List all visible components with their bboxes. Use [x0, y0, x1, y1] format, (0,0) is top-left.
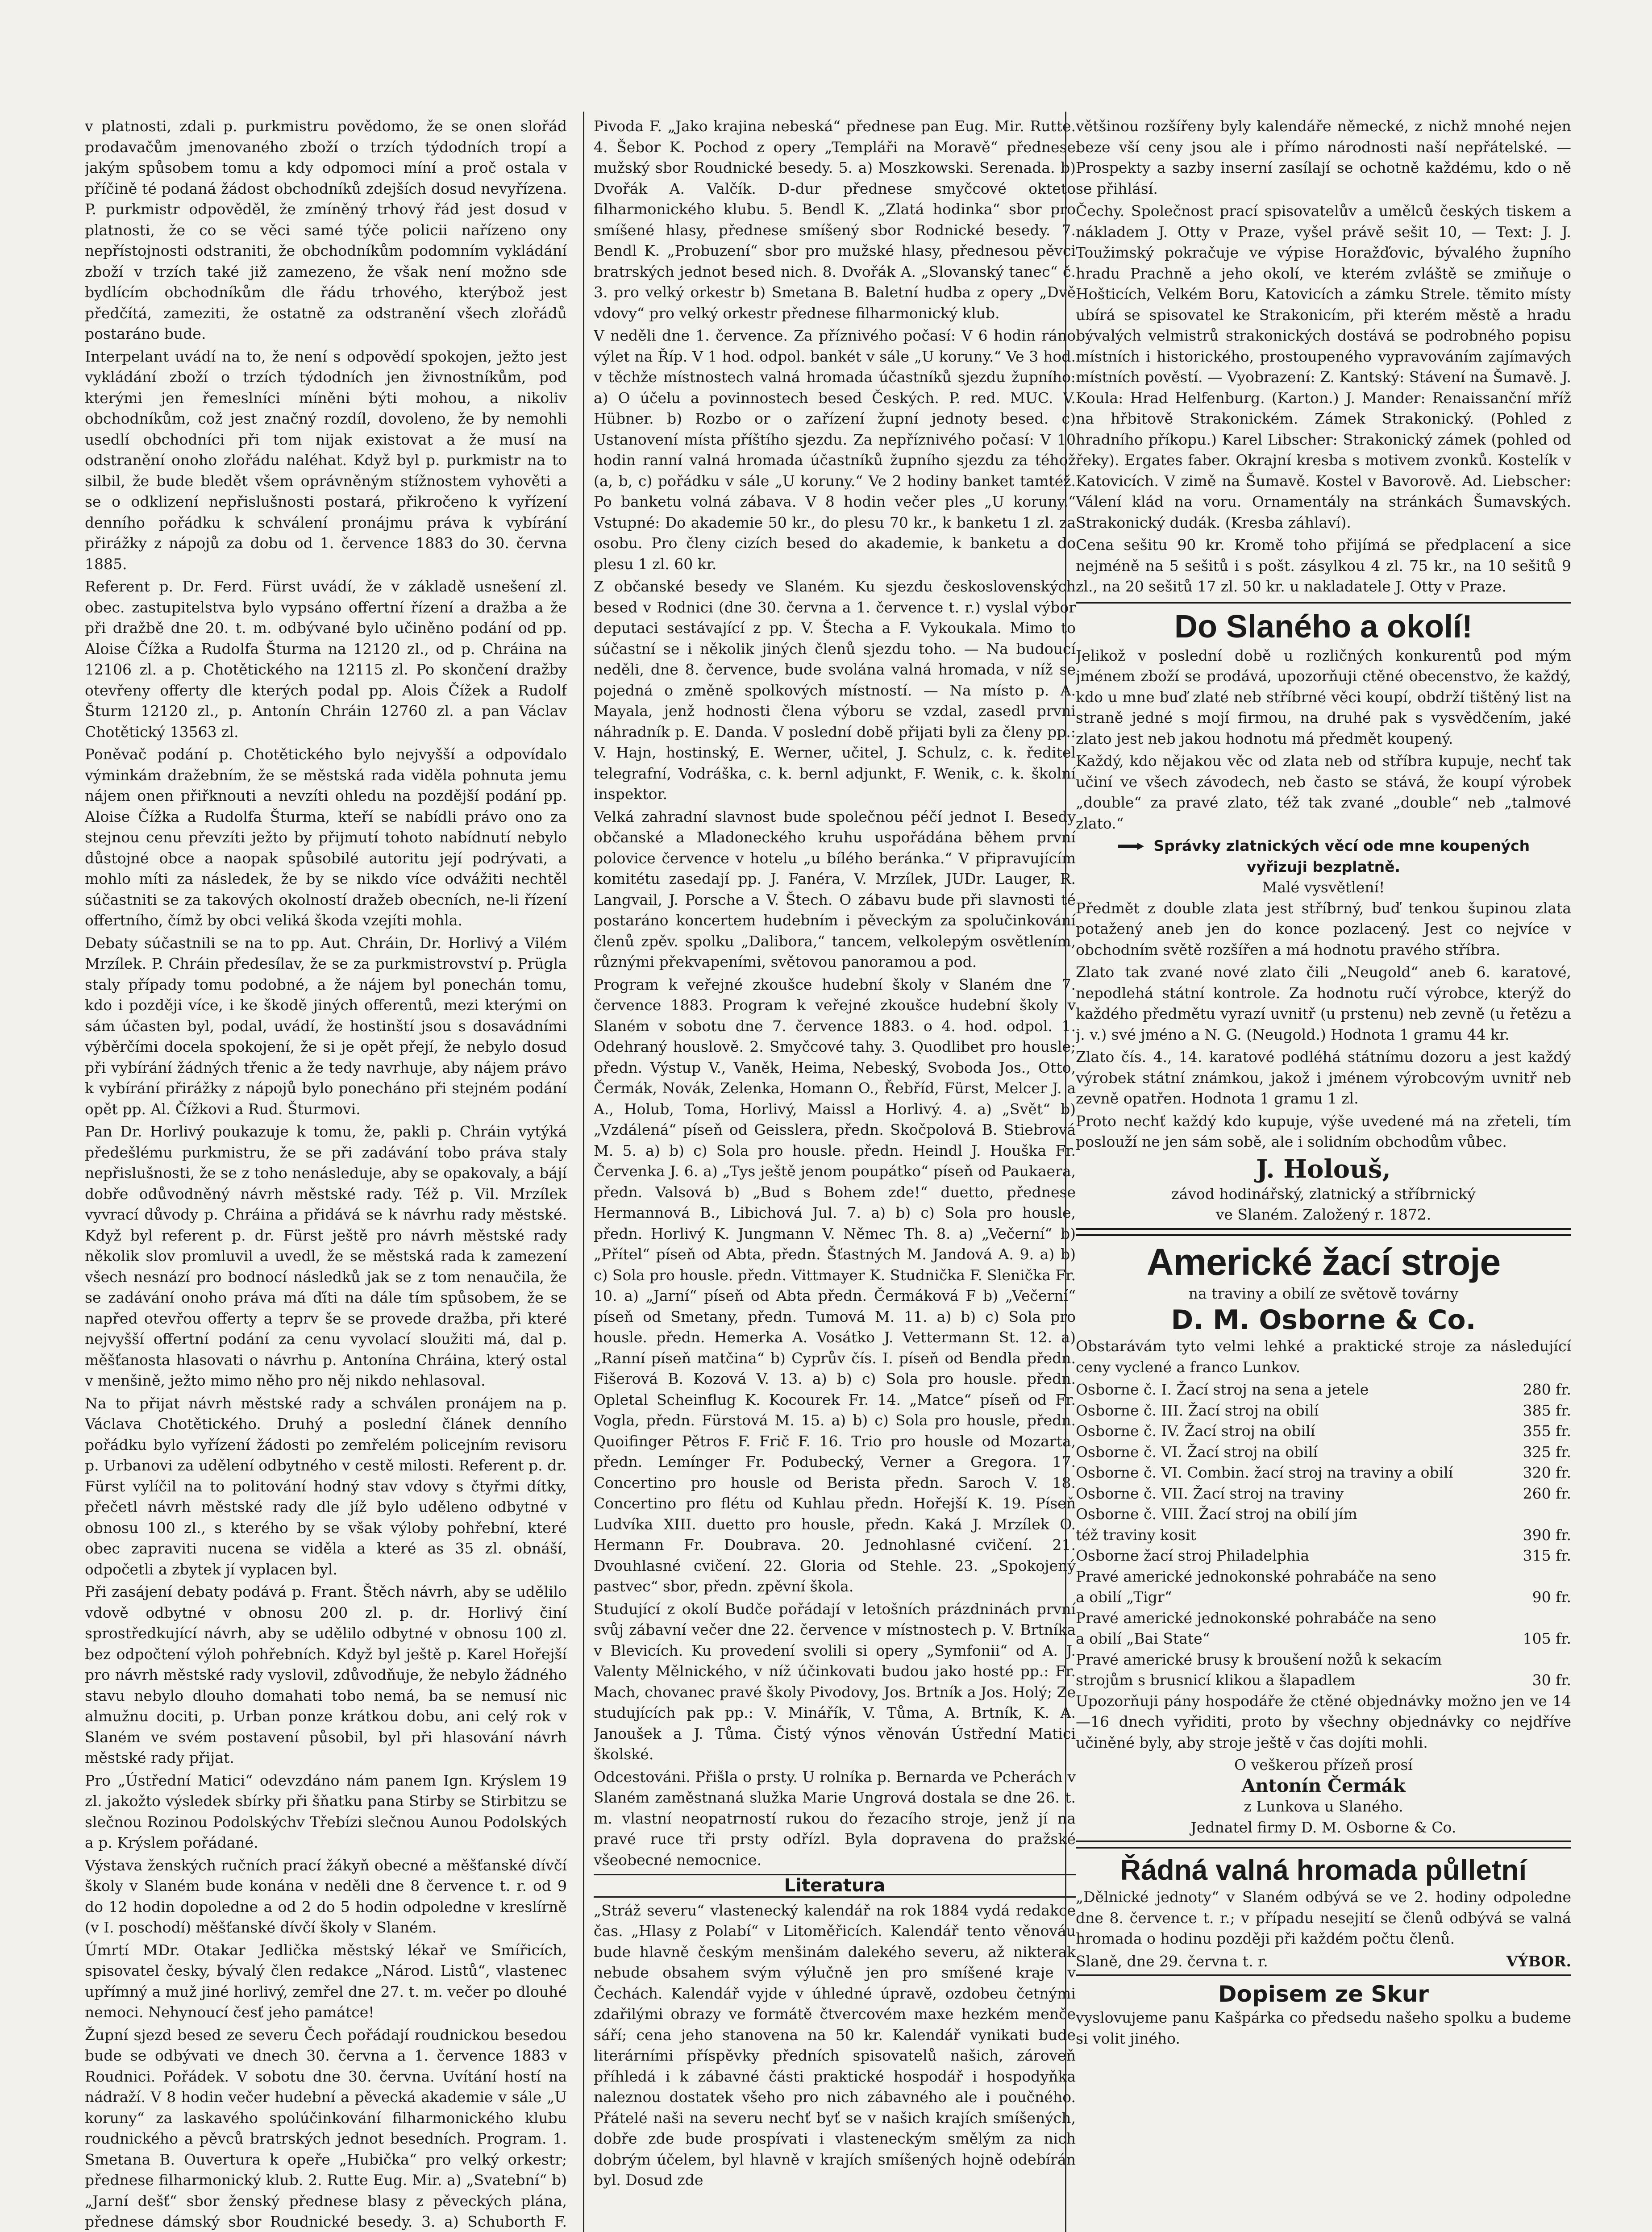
price-row	[1076, 1566, 1571, 1587]
price-row	[1076, 1483, 1571, 1504]
ad-osborne-closing: O veškerou přízeň prosí	[1234, 1756, 1413, 1774]
col1-para: Interpelant uvádí na to, že není s odpovědí spokojen, ježto jest vykládání zboží o trzích týdodních jen živnostníkům, pod kterými jen řemeslníci míněni býti mohou, a nikoliv obchodníkům, což jest značný rozdíl, dovoleno, že by nemohli usedlí obchodníci při tom nijak existovat a že musí na odstranění onoho zlořádu naléhat. Když byl p. purkmistr na to silbil, že bude bledět všem oprávněným stížnostem vyhověti a se o odklizení nepřislušnosti postará, přikročeno k vyřízení denního pořádku k schválení pronájmu práva k vybírání přirážky z nápojů za dobu od 1. července 1883 do 30. června 1885.	[85, 347, 567, 573]
price-item-name: Osborne č. I. Žací stroj na sena a jetele	[1076, 1381, 1369, 1398]
ad-valna-hromada-body: „Dělnické jednoty“ v Slaném odbývá se ve 2. hodiny odpoledne dne 8. července t. r.; v případu nesejití se členů odbývá se valná hromada o hodinu později při každém počtu členů.	[1076, 1888, 1571, 1947]
ad-osborne-firm: D. M. Osborne & Co.	[1171, 1304, 1476, 1336]
col2-para: Program k veřejné zkoušce hudební školy v Slaném dne 7. července 1883. Program k veřejné zkoušce hudební školy v Slaném v sobotu dne 7. července 1883. o 4. hod. odpol. 1. Odehraný houslově. 2. Smyčcové tahy. 3. Quodlibet pro housle; předn. Výstup V., Vaněk, Heima, Nebeský, Svoboda Jos., Otto, Čermák, Novák, Zelenka, Homann O., Řebříd, Fürst, Melcer J. a A., Holub, Toma, Horlivý, Maissl a Horlivý. 4. a) „Svět“ b) „Vzdálená“ píseň od Geisslera, předn. Skočpolová B. Stiebrová M. 5. a) b) c) Sola pro housle. předn. Heindl J. Houška Fr. Červenka J. 6. a) „Tys ještě jenom poupátko“ píseň od Paukaera, předn. Valsová b) „Bud s Bohem zde!“ duetto, přednese Hermannová B., Libichová Jul. 7. a) b) c) Sola pro housle, předn. Horlivý K. Jungmann V. Němec Th. 8. a) „Večerní“ b) „Přítel“ píseň od Abta, předn. Šťastných M. Jandová A. 9. a) b) c) Sola pro housle. předn. Vittmayer K. Studnička F. Slenička Fr. 10. a) „Jarní“ píseň od Abta předn. Čermáková F b) „Večerní“ píseň od Smetany, předn. Tumová M. 11. a) b) c) Sola pro housle. předn. Hemerka A. Vosátko J. Vettermann St. 12. a) „Ranní píseň matčina“ b) Cyprův čís. I. píseň od Bendla předn. Fišerová B. Kozová V. 13. a) b) c) Sola pro housle. předn. Opletal Scheinflug K. Kocourek Fr. 14. „Matce“ píseň od Fr. Vogla, předn. Fürstová M. 15. a) b) c) Sola pro housle, předn. Quoifinger Pětros F. Frič F. 16. Trio pro housle od Mozarta, předn. Lemínger Fr. Podubecký, Verner a Gregora. 17. Concertino pro housle od Berista předn. Saroch V. 18. Concertino pro flétu od Kuhlau předn. Hořejší K. 19. Píseň Ludvíka XIII. duetto pro housle, předn. Kaká J. Mrzílek O. Hermann Fr. Doubrava. 20. Jednohlasné cvičení. 21. Dvouhlasné cvičení. 22. Gloria od Stehle. 23. „Spokojený pastvec“ sbor, předn. zpěvní škola.	[594, 975, 1076, 1595]
ad-holous-title: Do Slaného a okolí!	[1174, 608, 1473, 645]
price-item-name: Osborne č. VI. Combin. žací stroj na traviny a obilí	[1076, 1464, 1453, 1481]
ad-skur-title: Dopisem ze Skur	[1218, 1981, 1429, 2007]
price-row	[1076, 1608, 1571, 1629]
price-row	[1076, 1670, 1571, 1691]
price-item-price: 90 fr.	[1532, 1588, 1571, 1606]
ad-holous-note-title: Malé vysvětlení!	[1262, 879, 1385, 896]
col1-para: Referent p. Dr. Ferd. Fürst uvádí, že v základě usnešení zl. obec. zastupitelstva bylo vypsáno offertní řízení a dražba a že při dražbě dne 20. t. m. odbývané bylo učiněno podání od pp. Aloise Čížka a Rudolfa Šturma na 12120 zl., od p. Chráina na 12106 zl. a p. Chotětického na 12115 zl. Po skončení dražby otevřeny offerty dle kterých podal pp. Alois Čížek a Rudolf Šturm 12120 zl., p. Antonín Chráin 12760 zl. a pan Václav Chotětický 13563 zl.	[85, 578, 567, 741]
col2-para: Z občanské besedy ve Slaném. Ku sjezdu československých besed v Rodnici (dne 30. června a 1. července t. r.) vyslal výbor deputaci sestávající z pp. V. Štecha a F. Vykoukala. Mimo to súčastní se i několik jiných členů sjezdu toho. — Na budoucí neděli, dne 8. července, bude svolána valná hromada, v níž se pojedná o změně spolkových místností. — Na místo p. A. Mayala, jenž hodnosti člena výboru se vzdal, zasedl prvni náhradník p. E. Danda. V poslední době přijati byli za členy pp.: V. Hajn, hostinský, E. Werner, učitel, J. Schulz, c. k. ředitel telegrafní, Vodráška, c. k. bernl adjunkt, F. Wenik, c. k. školní inspektor.	[594, 578, 1076, 803]
price-row	[1076, 1649, 1571, 1670]
ad-holous-note2: Zlato tak zvané nové zlato čili „Neugold“ aneb 6. karatové, nepodlehá státní kontrole. Za hodnotu ručí výrobce, kterýž do každého předmětu vyrazí uvnitř (u prstenu) neb zevně (u řetězu a j. v.) své jméno a N. G. (Neugold.) Hodnota 1 gramu 44 kr.	[1076, 963, 1571, 1043]
price-item-name: Osborne č. IV. Žací stroj na obilí	[1076, 1422, 1315, 1440]
col1-para: Pro „Ústřední Matici“ odevzdáno nám panem Ign. Krýslem 19 zl. jakožto výsledek sbírky při šňatku pana Stirby se Stirbitzu se slečnou Rozinou Podolskýchv Třebízi slečnou Aunou Podolských a p. Krýslem pořádané.	[85, 1771, 567, 1851]
ad-osborne-signature: Antonín Čermák	[1241, 1775, 1406, 1796]
literature-heading: Literatura	[594, 1874, 1076, 1898]
column-rule-1	[583, 112, 584, 2232]
col1-para: Župní sjezd besed ze severu Čech pořádají roudnickou besedou bude se odbývati ve dnech 30. června a 1. července 1883 v Roudnici. Pořádek. V sobotu dne 30. června. Uvítání hostí na nádraží. V 8 hodin večer hudební a pěvecká akademie v sále „U koruny“ za laskavého spolúčinkování filharmonického klubu roudnického a pěvců bratrských jednot besedních. Program. 1. Smetana B. Ouvertura k opeře „Hubička“ pro velký orkestr; přednese filharmonický klub. 2. Rutte Eug. Mir. a) „Svatební“ b) „Jarní dešť“ sbor ženský přednese blasy z pěveckých plána, přednese dámský sbor Roudnické besedy. 3. a) Schuborth F.	[85, 2026, 567, 2230]
price-item-name: Osborne č. VII. Žací stroj na traviny	[1076, 1484, 1344, 1502]
ad-holous-note3: Zlato čís. 4., 14. karatové podléhá státnímu dozoru a jest každý výrobek státní známkou, jakož i jménem výrobcovým uvnitř neb zevně opatřen. Hodnota 1 gramu 1 zl.	[1076, 1048, 1571, 1107]
col3-para: Cena sešitu 90 kr. Kromě toho přijímá se předplacení a sice nejméně na 5 sešitů i s pošt. zásylkou 4 zl. 75 kr., na 10 sešitů 9 zl., na 20 sešitů 17 zl. 50 kr. u nakladatele J. Otty v Praze.	[1076, 536, 1571, 595]
column-3	[1076, 116, 1571, 2232]
ad-holous-body2: Každý, kdo nějakou věc od zlata neb od stříbra kupuje, nechť tak učiní ve všech závodech, neb často se stává, že koupí výrobek „double“ za pravé zlato, též tak zvané „double“ neb „talmové zlato.“	[1076, 752, 1571, 832]
price-item-price: 320 fr.	[1523, 1464, 1571, 1481]
ad-osborne-sig-line2: Jednatel firmy D. M. Osborne & Co.	[1190, 1818, 1456, 1836]
price-row	[1076, 1587, 1571, 1608]
col1-para: Při zasájení debaty podává p. Frant. Štěch návrh, aby se udělilo vdově odbytné v obnosu 200 zl. p. dr. Horlivý činí sprostředkující návrh, aby se udělilo odbytné v obnosu 100 zl. bez odpočtení výloh pohřebních. Když byl ještě p. Karel Hořejší pro návrh městské rady vyslovil, zdůvodňuje, že nebylo žádného stavu nebylo dlouho domahati tobo nemá, ba se nemusí nic almužnu dociti, p. Urban ponze krátkou dobu, ani celý rok v Slaném ve svém postavení působil, byl při hlasování návrh městské rady přijat.	[85, 1583, 567, 1766]
ad-osborne-sig-line1: z Lunkova u Slaného.	[1244, 1798, 1403, 1815]
price-item-price: 355 fr.	[1523, 1422, 1571, 1440]
price-item-price: 315 fr.	[1523, 1547, 1571, 1564]
price-item-price: 325 fr.	[1523, 1443, 1571, 1461]
pointing-hand-icon	[1117, 840, 1148, 854]
ad-holous-repairs-b: vyřizuji bezplatně.	[1246, 858, 1401, 875]
price-item-price: 30 fr.	[1532, 1671, 1571, 1689]
ad-holous-repairs-a: Správky zlatnických věcí ode mne koupených	[1153, 837, 1530, 854]
ad-holous-sig-line1: závod hodinářský, zlatnický a stříbrnický	[1171, 1185, 1476, 1203]
price-row	[1076, 1442, 1571, 1463]
ad-valna-hromada-signer: VÝBOR.	[1506, 1952, 1571, 1970]
price-item-name: Osborne žací stroj Philadelphia	[1076, 1547, 1310, 1564]
col1-para: Debaty súčastnili se na to pp. Aut. Chráin, Dr. Horlivý a Vilém Mrzílek. P. Chráin předesílav, že se za purkmistrovství p. Prügla staly případy tomu podobné, a že nájem byl ponechán tomu, kdo i později více, i ke škodě jiných offerentů, mezi kterými on sám účasten byl, podal, uvádí, že hostinští jsou s dosavádními výběrčími docela spokojení, že si je opět přejí, že nebylo dosud při vybírání žádných třenic a že tedy navrhuje, aby nájem právo k vybírání přirážky z nápojů bylo ponecháno při stejném podání opět pp. Al. Čížkovi a Rud. Šturmovi.	[85, 934, 567, 1118]
price-item-name: též traviny kosit	[1076, 1526, 1196, 1544]
col1-para: Na to přijat návrh městské rady a schválen pronájem na p. Václava Chotětického. Druhý a poslední článek denního pořádku bylo vyřízení žádosti po zemřelém policejním revisoru p. Urbanovi za udělení odbytného v cestě milosti. Referent p. dr. Fürst vylíčil na to politování hodný stav vdovy s čtyřmi dítky, přečetl návrh městské rady dle jíž bylo uděleno odbytné v obnosu 100 zl., s kterého by se však výloby pohřební, které obec zapraviti nucena se viděla a které as 35 zl. obnáší, odpočetli a zbytek jí vyplacen byl.	[85, 1394, 567, 1578]
col3-para: většinou rozšířeny byly kalendáře německé, z nichž mnohé nejen beze vší ceny jsou ale i přímo národnosti naší nepřátelské. — Prospekty a sazby inserní zasílají se ochotně každému, kdo o ně se přihlásí.	[1076, 117, 1571, 197]
col1-para: Výstava ženských ručních prací žákyň obecné a měšťanské dívčí školy v Slaném bude konána v neděli dne 8 července t. r. od 9 do 12 hodin dopoledne a od 2 do 5 hodin odpoledne v kreslírně (v I. poschodí) měšťanské dívčí školy v Slaném.	[85, 1856, 567, 1936]
column-1	[85, 116, 567, 2232]
price-row	[1076, 1400, 1571, 1421]
ad-holous-signature: J. Holouš,	[1256, 1154, 1391, 1184]
price-item-name: a obilí „Tigr“	[1076, 1588, 1172, 1606]
ad-holous-repairs	[1076, 836, 1571, 877]
price-row	[1076, 1525, 1571, 1546]
price-item-name: Pravé americké jednokonské pohrabáče na seno	[1076, 1609, 1436, 1627]
col1-para: Pan Dr. Horlivý poukazuje k tomu, že, pakli p. Chráin vytýká předešlému purkmistru, že se při zadávání tobo práva staly nepřislušnosti, že se z toho nenásleduje, aby se opakovaly, a bájí dobře odůvodněný návrh městské rady. Též p. Vil. Mrzílek vyvrací důvody p. Chráina a přidává se k návrhu rady městské. Když byl referent p. dr. Fürst ještě pro návrh městské rady několik slov promluvil a uvedl, že se městská rada k zamezení všech nesnází pro bodnocí následků jak se z tom nenaučila, že se zadávání onoho práva má ďíti na dále tím spůsobem, že se napřed otevřou offerty a teprv še se provede dražba, při které nejvyšší offertní podání za cenu vyvolací sloužiti má, dal p. měšťanosta hlasovati o návrhu p. Antonína Chráina, který ostal v menšině, ježto mimo něho pro něj nikdo nehlasoval.	[85, 1123, 567, 1389]
ad-holous-body: Jelikož v poslední době u rozličných konkurentů pod mým jménem zboží se prodává, upozorňuji ctěné obecenstvo, že každý, kdo u mne buď zlaté neb stříbrné věci koupí, obdrží tištěný list na straně jedné s mojí firmou, na druhé pak s vysvědčením, jaké zlato jest neb jakou hodnotu má předmět koupený.	[1076, 646, 1571, 747]
ad-holous-sig-line2: ve Slaném. Založený r. 1872.	[1215, 1206, 1431, 1223]
ad-valna-hromada	[1076, 1847, 1571, 1976]
ad-skur-body: vyslovujeme panu Kašpárka co předsedu našeho spolku a budeme si volit jiného.	[1076, 2009, 1571, 2047]
price-item-name: Pravé americké brusy k broušení nožů k sekacím	[1076, 1650, 1442, 1668]
ad-osborne-sub: na traviny a obilí ze světově továrny	[1188, 1284, 1459, 1302]
col2-para: Odcestováni. Přišla o prsty. U rolníka p. Bernarda ve Pcherách v Slaném zaměstnaná služka Marie Ungrová dostala se dne 26. t. m. vlastní neopatrností rukou do řezacího stroje, jenž jí na pravé ruce tři prsty odřízl. Byla dopravena do pražské všeobecné nemocnice.	[594, 1768, 1076, 1869]
col2-para: V neděli dne 1. července. Za příznivého počasí: V 6 hodin ráno výlet na Říp. V 1 hod. odpol. bankét v sále „U koruny.“ Ve 3 hod. v těchže místnostech valná hromada účastníků sjezdu župního: a) O účelu a povinnostech besed Českých. P. red. MUC. V. Hübner. b) Rozbo or o zařízení župní jednoty besed. c) Ustanovení místa příštího sjezdu. Za nepříznivého počasí: V 10 hodin ranní valná hromada účastníků župního sjezdu za téhož (a, b, c) pořádku v sále „U koruny.“ Ve 2 hodiny banket tamtéž. Po banketu volná zábava. V 8 hodin večer ples „U koruny.“ Vstupné: Do akademie 50 kr., do plesu 70 kr., k banketu 1 zl. za osobu. Pro členy cizích besed do akademie, k banketu a do plesu 1 zl. 60 kr.	[594, 327, 1076, 573]
col1-para: Úmrtí MDr. Otakar Jedlička městský lékař ve Smířicích, spisovatel česky, bývalý člen redakce „Národ. Listů“, vlastenec upřímný a muž jiné horlivý, zemřel dne 27. t. m. večer po dlouhé nemoci. Nehynoucí česť jeho památce!	[85, 1941, 567, 2021]
ad-skur	[1076, 1981, 1571, 2049]
ad-holous-note: Předmět z double zlata jest stříbrný, buď tenkou šupinou zlata potažený aneb jen do konce pozlacený. Jest co nejvíce v obchodním světě rozšířen a má hodnotu pravého stříbra.	[1076, 899, 1571, 958]
ad-valna-hromada-footer	[1076, 1951, 1571, 1972]
price-item-name: Osborne č. VIII. Žací stroj na obilí jím	[1076, 1505, 1357, 1523]
price-row	[1076, 1421, 1571, 1442]
price-item-price: 105 fr.	[1523, 1630, 1571, 1647]
price-row	[1076, 1545, 1571, 1566]
col2-para: „Stráž severu“ vlastenecký kalendář na rok 1884 vydá redakce čas. „Hlasy z Polabí“ v Litoměřicích. Kalendář tento věnováu bude hlavně českým menšinám dalekého severu, až nikterak nebude obsahem svým výlučně jen pro smíšené kraje v Čechách. Kalendář vyjde v úhledné úpravě, ozdobeu četnými zdařilými obrazy ve formátě čtvercovém maxe hezkém menče sáří; cena jeho stanovena na 50 kr. Kalendář vynikati bude literárními příspěvky předních spisovatelů našich, zároveň příhledá i k zábavné části praktické hospodář i hospodyňka naleznou dostatek všeho pro nich zábavného ale i poučného. Přátelé naši na severu nechť byť se v našich krajích smíšených, dobře zde bude prospívati i vlasteneckým smělým za nich dobrým účelem, byl hlavně v krajích smíšených hojně odebírán byl. Dosud zde	[594, 1901, 1076, 2189]
price-row	[1076, 1628, 1571, 1649]
col1-para: v platnosti, zdali p. purkmistru povědomo, že se onen slořád prodavačům jmenovaného zboží o trzích týdodních tropí a jakým spůsobem tomu a kdy odpomoci míní a proč ostala v příčině té podaná žádost obchodníků zdejších dosud nevyřízena. P. purkmistr odpověděl, že zmíněný trhový řád jest dosud v platnosti, že co se věci samé týče policii nařízeno ony nepřístojnosti odstraniti, že obchodníkům podomním vykládání zboží v trzích také již zamezeno, že však není možno sde bydlícím obchodníkům dle řádu trhového, kterýbož jest předčítá, zameziti, že ostatně za odstranění všech zlořádů postaráno bude.	[85, 117, 567, 342]
ad-valna-hromada-date: Slaně, dne 29. června t. r.	[1076, 1952, 1268, 1970]
price-item-price: 280 fr.	[1523, 1381, 1571, 1398]
ad-valna-hromada-title: Řádná valná hromada půlletní	[1120, 1854, 1527, 1886]
ad-osborne	[1076, 1234, 1571, 1843]
price-item-name: Pravé americké jednokonské pohrabáče na seno	[1076, 1567, 1436, 1585]
col2-para: Studující z okolí Budče pořádají v letošních prázdninách první svůj zábavní večer dne 22. července v místnostech p. V. Brtníka v Blevicích. Ku provedení svolili si opery „Symfonii“ od A. J. Valenty Mělnického, v níž účinkovati budou jako hosté pp.: Fr. Mach, chovanec pravé školy Pivodovy, Jos. Brtník a Jos. Holý; Ze studujících pak pp.: V. Minářík, V. Tůma, A. Brtník, K. A. Janoušek a J. Tůma. Čistý výnos věnován Ústřední Matici školské.	[594, 1600, 1076, 1763]
ad-holous-note4: Proto nechť každý kdo kupuje, výše uvedené má na zřeteli, tím poslouží ne jen sám sobě, ale i solidním obchodům vůbec.	[1076, 1112, 1571, 1150]
column-2	[594, 116, 1076, 2232]
ad-holous	[1076, 602, 1571, 1230]
price-row	[1076, 1462, 1571, 1483]
price-row	[1076, 1379, 1571, 1400]
ad-osborne-notice: Upozorňuji pány hospodáře že ctěné objednávky možno jen ve 14—16 dnech vyřiditi, proto by všechny objednávky co nejdříve učiněné byly, aby stroje ještě v čas dojíti mohli.	[1076, 1692, 1571, 1751]
ad-osborne-price-list	[1076, 1379, 1571, 1691]
col2-para: Pivoda F. „Jako krajina nebeská“ přednese pan Eug. Mir. Rutte. 4. Šebor K. Pochod z opery „Templáři na Moravě“ přednese mužský sbor Roudnické besedy. 5. a) Moszkowski. Serenada. b) Dvořák A. Valčík. D-dur přednese smyčcové okteto filharmonického klubu. 5. Bendl K. „Zlatá hodinka“ sbor pro smíšené hlasy, přednese smíšený sbor Rodnické besedy. 7. Bendl K. „Probuzení“ sbor pro mužské hlasy, přednesou pěvci bratrských jednot besed nich. 8. Dvořák A. „Slovanský tanec“ č. 3. pro velký orkestr b) Smetana B. Baletní hudba z opery „Dvě vdovy“ pro velký orkestr přednese filharmonický klub.	[594, 117, 1076, 322]
col3-para: Čechy. Společnost prací spisovatelův a umělců českých tiskem a nákladem J. Otty v Praze, vyšel právě sešit 10, — Text: J. J. Toužimský pokračuje ve výpise Horažďovic, bývalého župního hradu Prachně a jeho okolí, ve kterém zvláště se zmiňuje o Hošticích, Velkém Boru, Katovicích a zámku Strele. těmito místy ubírá se spisovatel ke Strakonicím, při kterém městě a hradu bývalých velmistrů strakonických dostává se podrobného popisu místních i historického, prostoupeného vypravováním zajímavých místních pověstí. — Vyobrazení: Z. Kantský: Stávení na Šumavě. J. Koula: Hrad Helfenburg. (Karton.) J. Mander: Renaissanční mříž na hřbitově Strakonickém. Zámek Strakonický. (Pohled z hradního příkopu.) Karel Libscher: Strakonický zámek (pohled od řeky). Ergates faber. Okrajní kresba s motivem zvonků. Kostelík v Katovicích. V zimě na Šumavě. Kostel v Bavorově. Ad. Liebscher: Válení klád na voru. Ornamentály na stránkách Šumavských. Strakonický dudák. (Kresba záhlaví).	[1076, 202, 1571, 531]
price-item-price: 385 fr.	[1523, 1401, 1571, 1419]
price-item-price: 390 fr.	[1523, 1526, 1571, 1544]
ad-osborne-intro: Obstarávám tyto velmi lehké a praktické stroje za následující ceny vyclené a franco Lunkov.	[1076, 1337, 1571, 1376]
price-item-name: a obilí „Bai State“	[1076, 1630, 1210, 1647]
price-item-name: strojům s brusnicí klikou a šlapadlem	[1076, 1671, 1356, 1689]
price-row	[1076, 1504, 1571, 1525]
ad-osborne-title: Americké žací stroje	[1146, 1241, 1501, 1283]
price-item-name: Osborne č. VI. Žací stroj na obilí	[1076, 1443, 1318, 1461]
col1-para: Poněvač podání p. Chotětického bylo nejvyšší a odpovídalo výminkám dražebním, že se městská rada viděla pohnuta jemu nájem onen přiřknouti a nevzíti ohledu na pozdější podání pp. Aloise Čížka a Rudolfa Šturma, kteří se nabídli právo ono za stejnou cenu převzíti ježto by přijmutí tohoto nabídnutí nebylo důstojné obce a naopak spůsobilé autoritu její podrývati, a mohlo míti za následek, že by se nikdo více odvážiti nechtěl súčastniti se za takových okolností dražeb obecních, ne-li řízení offertního, čímž by obci veliká škoda vzejíti mohla.	[85, 745, 567, 929]
price-item-price: 260 fr.	[1523, 1484, 1571, 1502]
col2-para: Velká zahradní slavnost bude společnou péčí jednot I. Besedy občanské a Mladoneckého kruhu uspořádána během první polovice července v hotelu „u bílého beránka.“ V připravujícím komitétu zasedají pp. J. Fanéra, V. Mrzílek, JUDr. Lauger, R. Langvail, J. Porsche a V. Štech. O zábavu bude při slavnosti té postaráno koncertem hudebním i pěveckým za spolučinkování členů zpěv. spolku „Dalibora,“ tancem, velkolepým osvětlením, různými překvapeními, světovou panoramou a pod.	[594, 808, 1076, 970]
price-item-name: Osborne č. III. Žací stroj na obilí	[1076, 1401, 1319, 1419]
